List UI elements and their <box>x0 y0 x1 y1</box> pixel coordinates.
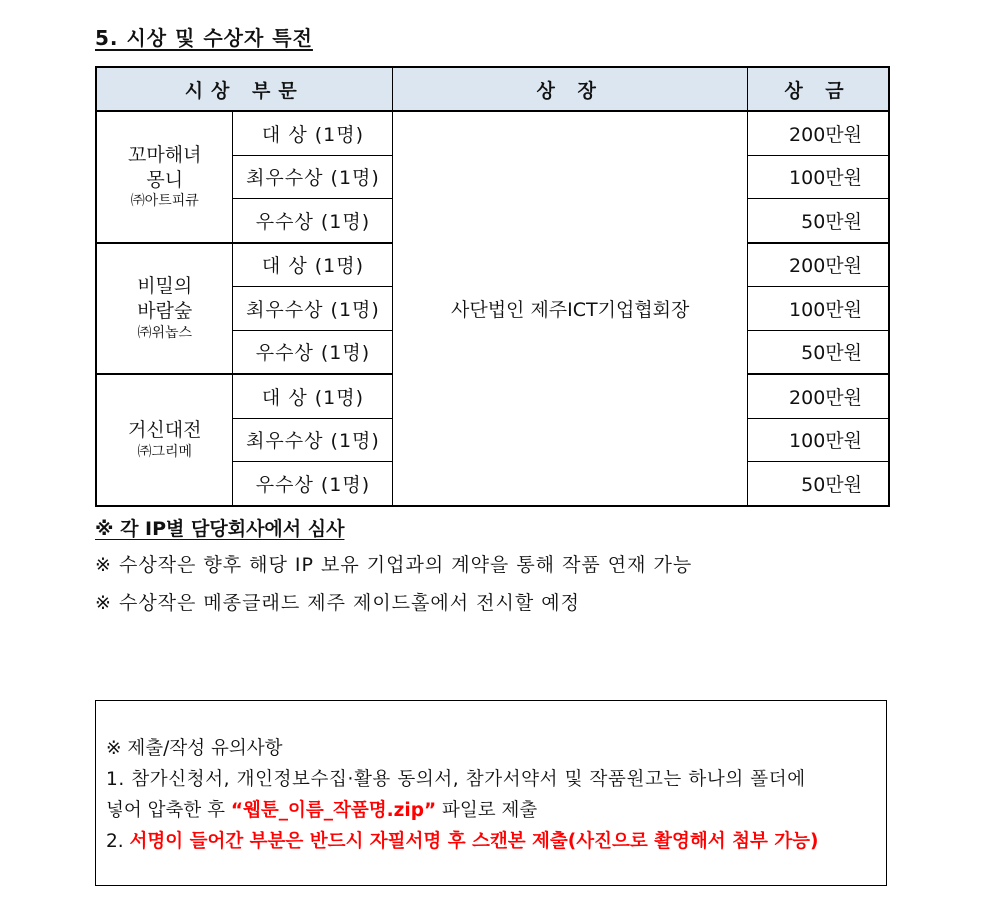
notice-item-1-line-1: 1. 참가신청서, 개인정보수집·활용 동의서, 참가서약서 및 작품원고는 하나의 폴더에 <box>106 769 806 790</box>
signature-requirement: 서명이 들어간 부분은 반드시 자필서명 후 스캔본 제출(사진으로 촬영해서 첨부 가능) <box>129 831 819 852</box>
award-level: 우수상 (1명) <box>233 462 393 506</box>
award-level: 대 상 (1명) <box>233 243 393 287</box>
exhibition-note: ※ 수상작은 메종글래드 제주 제이드홀에서 전시할 예정 <box>95 592 580 614</box>
award-level: 최우수상 (1명) <box>233 287 393 331</box>
award-level: 최우수상 (1명) <box>233 418 393 462</box>
award-level: 대 상 (1명) <box>233 111 393 155</box>
category-company: ㈜위놉스 <box>137 324 193 341</box>
award-level: 대 상 (1명) <box>233 374 393 418</box>
prize-table <box>95 66 890 507</box>
submission-notice-box <box>95 700 887 886</box>
prize-amount: 200만원 <box>747 243 889 287</box>
prize-amount: 50만원 <box>747 330 889 374</box>
notice-item-1-prefix: 넣어 압축한 후 <box>106 800 231 821</box>
notice-item-1-suffix: 파일로 제출 <box>436 800 538 821</box>
category-cell <box>96 111 233 243</box>
category-name-line: 거신대전 <box>128 419 202 442</box>
category-cell <box>96 374 233 506</box>
serialization-note: ※ 수상작은 향후 해당 IP 보유 기업과의 계약을 통해 작품 연재 가능 <box>95 554 693 576</box>
category-name-line: 꼬마해녀 <box>128 143 202 166</box>
notice-item-2-number: 2. <box>106 831 130 852</box>
prize-amount: 200만원 <box>747 111 889 155</box>
table-header-row <box>96 67 889 111</box>
prize-amount: 100만원 <box>747 418 889 462</box>
notice-item-2 <box>106 826 876 857</box>
header-prize: 상 금 <box>747 67 889 111</box>
award-level: 우수상 (1명) <box>233 330 393 374</box>
prize-amount: 100만원 <box>747 155 889 199</box>
header-award: 상 장 <box>393 67 748 111</box>
category-name-line: 바람숲 <box>137 300 193 323</box>
judging-note: ※ 각 IP별 담당회사에서 심사 <box>95 518 345 540</box>
category-cell <box>96 243 233 375</box>
prize-amount: 50만원 <box>747 199 889 243</box>
category-company: ㈜그리메 <box>137 444 193 460</box>
prize-amount: 50만원 <box>747 462 889 506</box>
award-cell: 사단법인 제주ICT기업협회장 <box>393 111 748 506</box>
section-title: 5. 시상 및 수상자 특전 <box>95 26 313 50</box>
prize-amount: 200만원 <box>747 374 889 418</box>
table-row <box>96 111 889 155</box>
notice-heading: ※ 제출/작성 유의사항 <box>106 738 283 759</box>
category-name-line: 비밀의 <box>137 275 193 298</box>
award-level: 최우수상 (1명) <box>233 155 393 199</box>
prize-amount: 100만원 <box>747 287 889 331</box>
category-company: ㈜아트피큐 <box>130 193 199 210</box>
award-level: 우수상 (1명) <box>233 199 393 243</box>
header-category: 시상 부문 <box>96 67 393 111</box>
category-name-line: 몽니 <box>146 168 184 191</box>
file-name-format: “웹툰_이름_작품명.zip” <box>230 800 437 821</box>
notice-item-1-line-2 <box>106 795 876 826</box>
